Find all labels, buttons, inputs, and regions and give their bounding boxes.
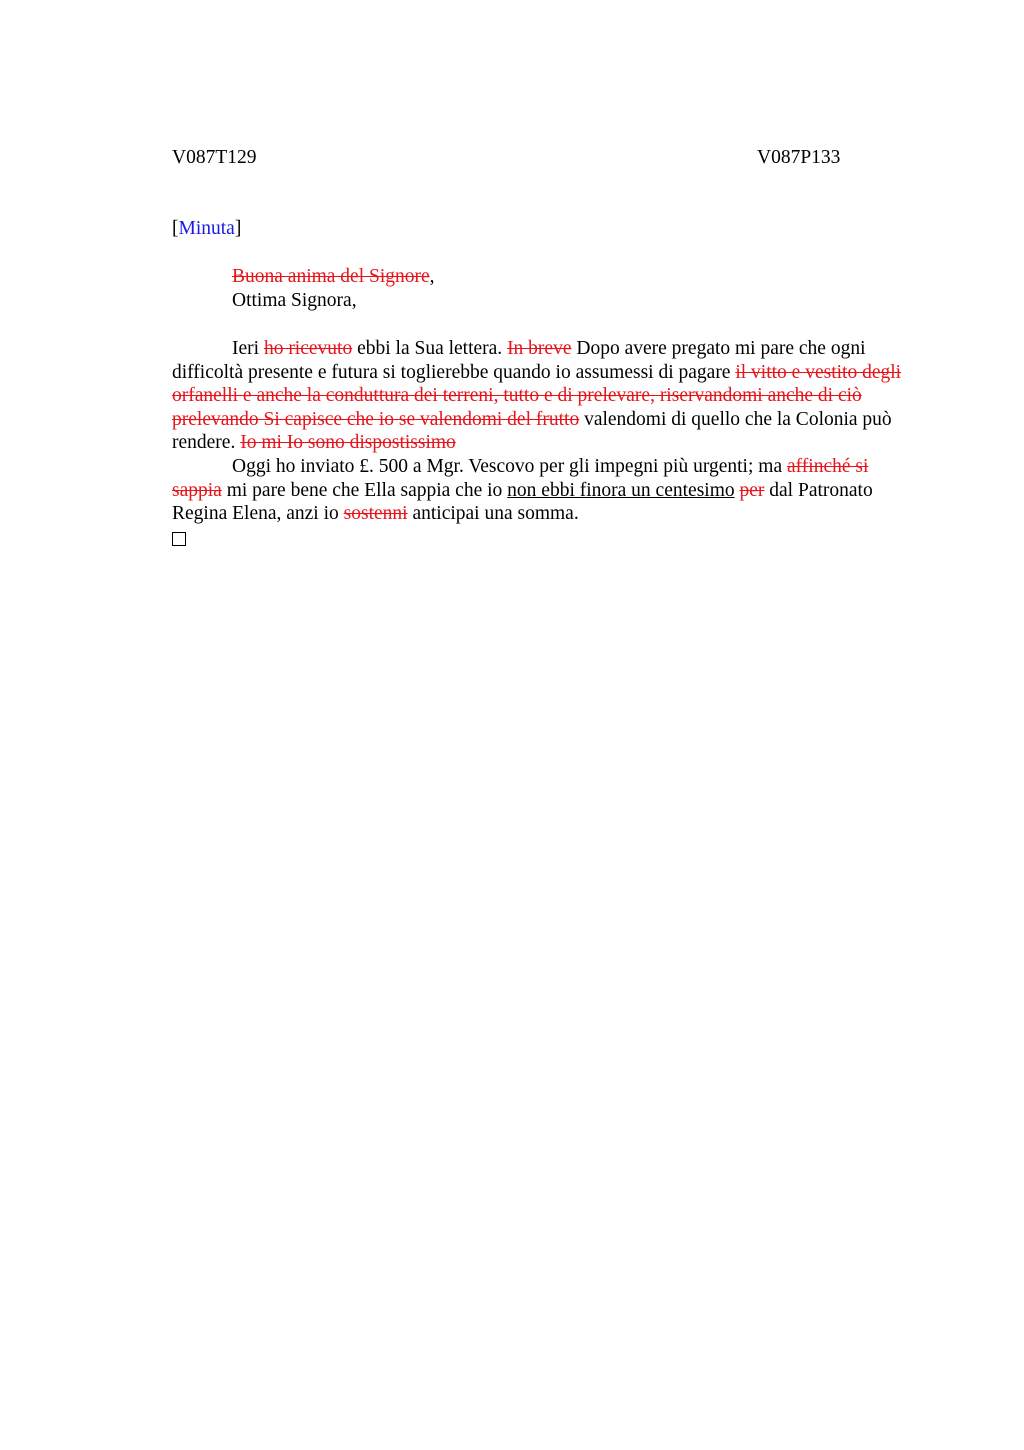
open-bracket: [ <box>172 218 179 239</box>
deleted-text: ho ricevuto <box>263 338 353 359</box>
text-segment: mi pare bene che Ella sappia che io <box>221 479 508 501</box>
left-archive-code: V087T129 <box>172 147 257 168</box>
end-mark <box>172 526 917 553</box>
deleted-salutation: Buona anima del Signore <box>232 266 430 287</box>
underlined-text: non ebbi finora un centesimo <box>507 479 735 501</box>
deleted-text: sostenni <box>343 503 408 525</box>
deleted-text: Io mi Io sono dispostissimo <box>240 432 456 454</box>
salutation <box>232 265 435 313</box>
paragraph-1 <box>172 337 917 455</box>
right-archive-code: V087P133 <box>757 147 841 168</box>
paragraph-2 <box>172 455 917 526</box>
salutation-line-1 <box>232 265 435 289</box>
text-segment: ebbi la Sua lettera. <box>352 338 508 359</box>
text-segment: Ieri <box>232 338 264 359</box>
salutation-line-2: Ottima Signora, <box>232 290 357 311</box>
document-page <box>172 0 917 1450</box>
deleted-text: il vitto e vestito degli orfanelli e anche la conduttura dei terreni, tutto e di prelevare, riservandomi anche di ciò prelevando Si capisce che io se valendomi del frutto <box>172 361 902 430</box>
salutation-comma: , <box>429 266 435 287</box>
letter-body <box>172 337 917 552</box>
deleted-text: per <box>739 479 765 501</box>
minuta-word: Minuta <box>178 218 235 239</box>
close-bracket: ] <box>234 218 242 239</box>
minuta-label <box>172 217 241 241</box>
text-segment: Dopo avere pregato mi pare che ogni difficoltà presente e futura si toglierebbe quando io assumessi di pagare <box>172 338 866 383</box>
empty-square-icon <box>172 532 186 546</box>
text-segment: anticipai una somma. <box>407 503 579 525</box>
text-segment: valendomi di quello che la Colonia può rendere. <box>172 408 892 454</box>
deleted-text: In breve <box>507 338 572 359</box>
text-segment: Oggi ho inviato £. 500 a Mgr. Vescovo per gli impegni più urgenti; ma <box>232 455 787 477</box>
deleted-text: affinché si sappia <box>172 455 869 501</box>
text-segment: dal Patronato Regina Elena, anzi io <box>172 479 873 525</box>
